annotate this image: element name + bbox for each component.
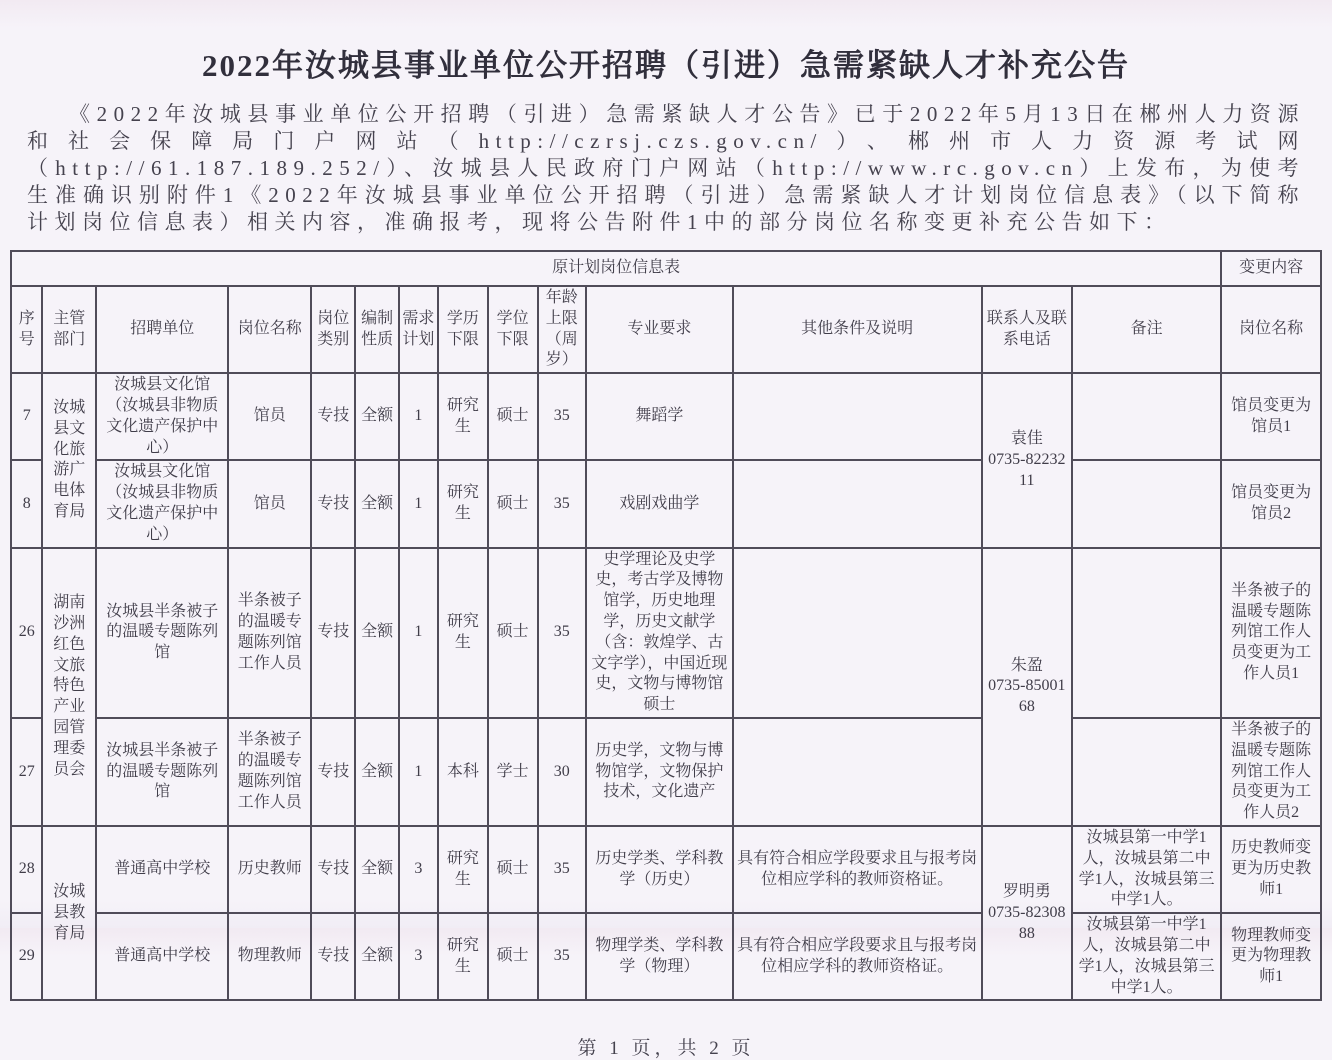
cell-plan: 1 <box>399 373 438 460</box>
cell-note <box>1072 373 1221 460</box>
cell-edu: 研究生 <box>438 826 488 913</box>
cell-category: 专技 <box>311 826 356 913</box>
cell-major: 物理学类、学科教学（物理） <box>586 913 733 1000</box>
cell-unit: 汝城县半条被子的温暖专题陈列馆 <box>96 548 228 718</box>
cell-age: 35 <box>538 913 586 1000</box>
cell-change: 历史教师变更为历史教师1 <box>1221 826 1321 913</box>
cell-post: 半条被子的温暖专题陈列馆工作人员 <box>228 718 311 826</box>
positions-table <box>10 250 1322 1001</box>
col-header-change-post: 岗位名称 <box>1221 286 1321 373</box>
col-header-dept: 主管部门 <box>42 286 96 373</box>
cell-post: 物理教师 <box>228 913 311 1000</box>
cell-dept: 汝城县教育局 <box>42 826 96 1000</box>
col-header-age: 年龄上限（周岁） <box>538 286 586 373</box>
cell-edu: 研究生 <box>438 460 488 547</box>
cell-contact <box>982 548 1072 826</box>
col-header-plan: 需求计划 <box>399 286 438 373</box>
cell-major: 舞蹈学 <box>586 373 733 460</box>
cell-major: 史学理论及史学史，考古学及博物馆学，历史地理学，历史文献学（含：敦煌学、古文字学），中国近现史，文物与博物馆硕士 <box>586 548 733 718</box>
cell-category: 专技 <box>311 460 356 547</box>
table-row-26 <box>11 548 1321 718</box>
col-header-contact: 联系人及联系电话 <box>982 286 1072 373</box>
cell-other-conditions <box>733 373 982 460</box>
cell-seq: 26 <box>11 548 42 718</box>
cell-post: 半条被子的温暖专题陈列馆工作人员 <box>228 548 311 718</box>
cell-nature: 全额 <box>355 913 398 1000</box>
cell-change: 馆员变更为馆员1 <box>1221 373 1321 460</box>
cell-post: 馆员 <box>228 460 311 547</box>
cell-note <box>1072 548 1221 718</box>
col-header-other: 其他条件及说明 <box>733 286 982 373</box>
cell-edu: 研究生 <box>438 913 488 1000</box>
cell-nature: 全额 <box>355 460 398 547</box>
cell-age: 35 <box>538 460 586 547</box>
cell-note: 汝城县第一中学1人，汝城县第二中学1人，汝城县第三中学1人。 <box>1072 913 1221 1000</box>
contact-name: 袁佳 <box>1010 430 1043 448</box>
cell-age: 30 <box>538 718 586 826</box>
contact-name: 罗明勇 <box>1002 882 1051 900</box>
cell-contact <box>982 373 1072 547</box>
cell-seq: 8 <box>11 460 42 547</box>
cell-degree: 硕士 <box>488 913 538 1000</box>
page-title: 2022年汝城县事业单位公开招聘（引进）急需紧缺人才补充公告 <box>202 48 1130 83</box>
cell-plan: 3 <box>399 913 438 1000</box>
cell-contact <box>982 826 1072 1000</box>
cell-plan: 1 <box>399 460 438 547</box>
cell-major: 历史学，文物与博物馆学，文物保护技术，文化遗产 <box>586 718 733 826</box>
table-row-29 <box>11 913 1321 1000</box>
col-header-nature: 编制性质 <box>355 286 398 373</box>
cell-plan: 1 <box>399 548 438 718</box>
cell-edu: 研究生 <box>438 373 488 460</box>
cell-change: 半条被子的温暖专题陈列馆工作人员变更为工作人员1 <box>1221 548 1321 718</box>
group-header-original-plan: 原计划岗位信息表 <box>11 251 1221 286</box>
contact-phone: 0735-8230888 <box>988 903 1066 942</box>
cell-category: 专技 <box>311 718 356 826</box>
cell-degree: 学士 <box>488 718 538 826</box>
cell-unit: 汝城县文化馆（汝城县非物质文化遗产保护中心） <box>96 460 228 547</box>
cell-note <box>1072 718 1221 826</box>
col-header-degree: 学位下限 <box>488 286 538 373</box>
cell-dept: 湖南沙洲红色文旅特色产业园管理委员会 <box>42 548 96 826</box>
contact-phone: 0735-8223211 <box>988 450 1066 489</box>
intro-paragraph: 《2022年汝城县事业单位公开招聘（引进）急需紧缺人才公告》已于2022年5月13日在郴州人力资源和社会保障局门户网站（http://czrsj.czs.gov.cn/）、郴州市人力资源考试网（http://61.187.189.252/）、汝城县人民政府门户网站（http://www.rc.gov.cn）上发布，为使考生准确识别附件1《2022年汝城县事业单位公开招聘（引进）急需紧缺人才计划岗位信息表》（以下简称计划岗位信息表）相关内容，准确报考，现将公告附件1中的部分岗位名称变更补充公告如下： <box>27 102 1305 234</box>
cell-degree: 硕士 <box>488 548 538 718</box>
cell-other-conditions <box>733 548 982 718</box>
cell-age: 35 <box>538 373 586 460</box>
cell-change: 物理教师变更为物理教师1 <box>1221 913 1321 1000</box>
cell-plan: 1 <box>399 718 438 826</box>
cell-unit: 普通高中学校 <box>96 913 228 1000</box>
cell-unit: 普通高中学校 <box>96 826 228 913</box>
table-row-8 <box>11 460 1321 547</box>
cell-unit: 汝城县文化馆（汝城县非物质文化遗产保护中心） <box>96 373 228 460</box>
cell-nature: 全额 <box>355 548 398 718</box>
col-header-major: 专业要求 <box>586 286 733 373</box>
cell-age: 35 <box>538 548 586 718</box>
cell-other-conditions <box>733 718 982 826</box>
cell-other-conditions: 具有符合相应学段要求且与报考岗位相应学科的教师资格证。 <box>733 826 982 913</box>
cell-seq: 27 <box>11 718 42 826</box>
cell-seq: 29 <box>11 913 42 1000</box>
col-header-category: 岗位类别 <box>311 286 356 373</box>
cell-other-conditions <box>733 460 982 547</box>
cell-change: 馆员变更为馆员2 <box>1221 460 1321 547</box>
col-header-unit: 招聘单位 <box>96 286 228 373</box>
cell-nature: 全额 <box>355 373 398 460</box>
cell-seq: 28 <box>11 826 42 913</box>
cell-degree: 硕士 <box>488 826 538 913</box>
table-group-header-row <box>11 251 1321 286</box>
col-header-edu: 学历下限 <box>438 286 488 373</box>
cell-other-conditions: 具有符合相应学段要求且与报考岗位相应学科的教师资格证。 <box>733 913 982 1000</box>
cell-degree: 硕士 <box>488 460 538 547</box>
cell-unit: 汝城县半条被子的温暖专题陈列馆 <box>96 718 228 826</box>
contact-phone: 0735-8500168 <box>988 677 1066 716</box>
col-header-note: 备注 <box>1072 286 1221 373</box>
table-row-27 <box>11 718 1321 826</box>
col-header-seq: 序号 <box>11 286 42 373</box>
table-column-header-row <box>11 286 1321 373</box>
table-row-28 <box>11 826 1321 913</box>
cell-post: 历史教师 <box>228 826 311 913</box>
cell-note: 汝城县第一中学1人，汝城县第二中学1人，汝城县第三中学1人。 <box>1072 826 1221 913</box>
group-header-change-content: 变更内容 <box>1221 251 1321 286</box>
cell-edu: 研究生 <box>438 548 488 718</box>
cell-nature: 全额 <box>355 718 398 826</box>
cell-edu: 本科 <box>438 718 488 826</box>
cell-major: 历史学类、学科教学（历史） <box>586 826 733 913</box>
cell-category: 专技 <box>311 373 356 460</box>
cell-nature: 全额 <box>355 826 398 913</box>
cell-category: 专技 <box>311 913 356 1000</box>
cell-major: 戏剧戏曲学 <box>586 460 733 547</box>
col-header-post: 岗位名称 <box>228 286 311 373</box>
cell-plan: 3 <box>399 826 438 913</box>
cell-category: 专技 <box>311 548 356 718</box>
cell-note <box>1072 460 1221 547</box>
table-row-7 <box>11 373 1321 460</box>
cell-change: 半条被子的温暖专题陈列馆工作人员变更为工作人员2 <box>1221 718 1321 826</box>
contact-name: 朱盈 <box>1010 656 1043 674</box>
cell-post: 馆员 <box>228 373 311 460</box>
cell-dept: 汝城县文化旅游广电体育局 <box>42 373 96 547</box>
cell-seq: 7 <box>11 373 42 460</box>
cell-degree: 硕士 <box>488 373 538 460</box>
page-number: 第 1 页，共 2 页 <box>577 1038 755 1060</box>
cell-age: 35 <box>538 826 586 913</box>
